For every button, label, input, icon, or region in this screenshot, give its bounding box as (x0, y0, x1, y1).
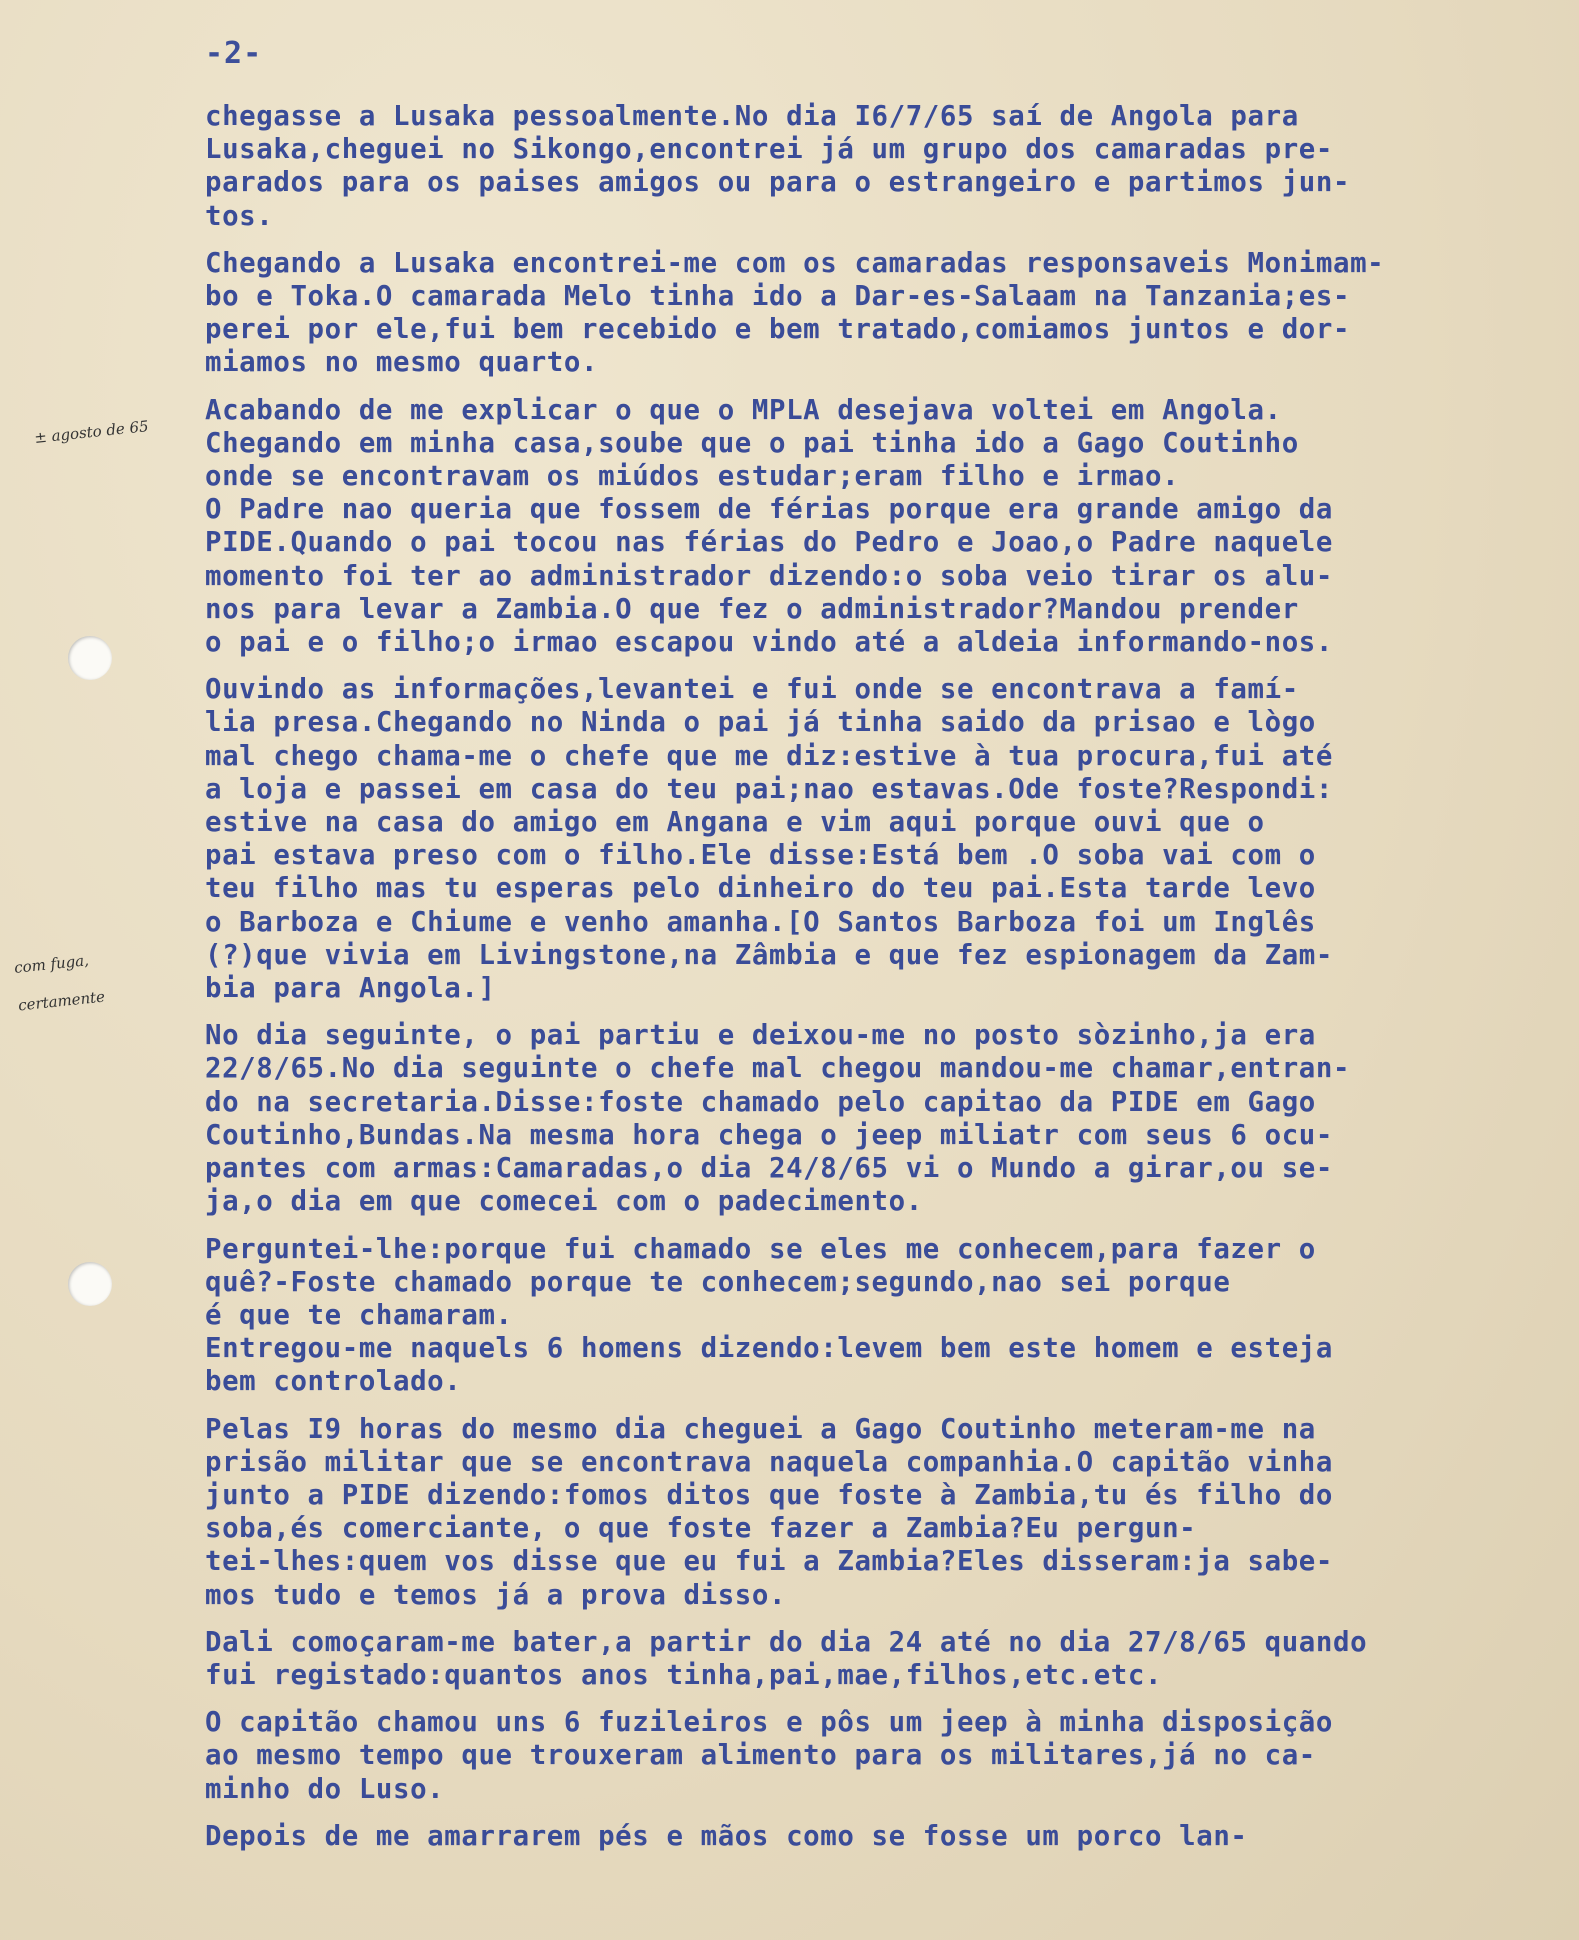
text-line: Coutinho,Bundas.Na mesma hora chega o jeep miliatr com seus 6 ocu- (205, 1119, 1333, 1151)
text-line: mal chego chama-me o chefe que me diz:estive à tua procura,fui até (205, 740, 1333, 772)
margin-note: ± agosto de 65 (33, 417, 150, 447)
text-line: Pelas I9 horas do mesmo dia cheguei a Gago Coutinho meteram-me na (205, 1413, 1316, 1445)
text-line: miamos no mesmo quarto. (205, 347, 599, 379)
text-line: pai estava preso com o filho.Ele disse:Está bem .O soba vai com o (205, 840, 1316, 872)
text-line: estive na casa do amigo em Angana e vim aqui porque ouvi que o (205, 807, 1265, 839)
text-line: é que te chamaram. (205, 1299, 513, 1331)
text-line: perei por ele,fui bem recebido e bem tratado,comiamos juntos e dor- (205, 314, 1351, 346)
text-line: prisão militar que se encontrava naquela companhia.O capitão vinha (205, 1446, 1333, 1478)
text-line: bia para Angola.] (205, 973, 496, 1005)
margin-note: certamente (17, 987, 106, 1015)
text-line: Chegando a Lusaka encontrei-me com os camaradas responsaveis Monimam- (205, 247, 1385, 279)
text-line: ja,o dia em que comecei com o padecimento. (205, 1186, 923, 1218)
paragraph (205, 1019, 1575, 1218)
text-line: lia presa.Chegando no Ninda o pai já tinha saido da prisao e lògo (205, 707, 1316, 739)
text-line: o Barboza e Chiume e venho amanha.[O Santos Barboza foi um Inglês (205, 906, 1316, 938)
paragraph (205, 673, 1575, 1005)
text-line: PIDE.Quando o pai tocou nas férias do Pedro e Joao,o Padre naquele (205, 527, 1333, 559)
text-line: tei-lhes:quem vos disse que eu fui a Zambia?Eles disseram:ja sabe- (205, 1546, 1333, 1578)
text-line: O Padre nao queria que fossem de férias porque era grande amigo da (205, 494, 1333, 526)
paragraph (205, 1820, 1575, 1853)
text-line: bem controlado. (205, 1366, 462, 1398)
text-line: momento foi ter ao administrador dizendo:o soba veio tirar os alu- (205, 560, 1333, 592)
text-line: fui registado:quantos anos tinha,pai,mae,filhos,etc.etc. (205, 1659, 1163, 1691)
text-line: ao mesmo tempo que trouxeram alimento para os militares,já no ca- (205, 1740, 1316, 1772)
text-line: junto a PIDE dizendo:fomos ditos que foste à Zambia,tu és filho do (205, 1479, 1333, 1511)
text-line: Depois de me amarrarem pés e mãos como se fosse um porco lan- (205, 1820, 1248, 1852)
text-line: Dali comoçaram-me bater,a partir do dia 24 até no dia 27/8/65 quando (205, 1626, 1368, 1658)
paragraph (205, 394, 1575, 660)
typed-text (205, 100, 1575, 1867)
text-line: o pai e o filho;o irmao escapou vindo até a aldeia informando-nos. (205, 627, 1333, 659)
punch-hole (68, 1262, 112, 1306)
text-line: soba,és comerciante, o que foste fazer a Zambia?Eu pergun- (205, 1513, 1197, 1545)
text-line: Ouvindo as informações,levantei e fui onde se encontrava a famí- (205, 674, 1299, 706)
text-line: pantes com armas:Camaradas,o dia 24/8/65 vi o Mundo a girar,ou se- (205, 1153, 1333, 1185)
text-line: Chegando em minha casa,soube que o pai tinha ido a Gago Coutinho (205, 427, 1299, 459)
text-line: a loja e passei em casa do teu pai;nao estavas.Ode foste?Respondi: (205, 773, 1333, 805)
paragraph (205, 100, 1575, 233)
paragraph (205, 1233, 1575, 1399)
text-line: O capitão chamou uns 6 fuzileiros e pôs um jeep à minha disposição (205, 1707, 1333, 1739)
paragraph (205, 1626, 1575, 1692)
text-line: teu filho mas tu esperas pelo dinheiro do teu pai.Esta tarde levo (205, 873, 1316, 905)
text-line: No dia seguinte, o pai partiu e deixou-me no posto sòzinho,ja era (205, 1020, 1316, 1052)
paragraph (205, 1413, 1575, 1612)
paragraph (205, 247, 1575, 380)
text-line: Perguntei-lhe:porque fui chamado se eles me conhecem,para fazer o (205, 1233, 1316, 1265)
paragraph (205, 1706, 1575, 1806)
text-line: Lusaka,cheguei no Sikongo,encontrei já um grupo dos camaradas pre- (205, 134, 1333, 166)
text-line: parados para os paises amigos ou para o estrangeiro e partimos jun- (205, 167, 1351, 199)
text-line: quê?-Foste chamado porque te conhecem;segundo,nao sei porque (205, 1266, 1231, 1298)
text-line: onde se encontravam os miúdos estudar;eram filho e irmao. (205, 461, 1180, 493)
text-line: Entregou-me naquels 6 homens dizendo:levem bem este homem e esteja (205, 1333, 1333, 1365)
text-line: do na secretaria.Disse:foste chamado pelo capitao da PIDE em Gago (205, 1086, 1316, 1118)
text-line: minho do Luso. (205, 1773, 445, 1805)
text-line: bo e Toka.O camarada Melo tinha ido a Dar-es-Salaam na Tanzania;es- (205, 281, 1351, 313)
text-line: mos tudo e temos já a prova disso. (205, 1579, 787, 1611)
margin-note: com fuga, (13, 951, 90, 977)
text-line: 22/8/65.No dia seguinte o chefe mal chegou mandou-me chamar,entran- (205, 1053, 1351, 1085)
text-line: nos para levar a Zambia.O que fez o administrador?Mandou prender (205, 593, 1299, 625)
text-line: chegasse a Lusaka pessoalmente.No dia I6/7/65 saí de Angola para (205, 101, 1299, 132)
text-line: (?)que vivia em Livingstone,na Zâmbia e que fez espionagem da Zam- (205, 939, 1333, 971)
page-number: -2- (205, 36, 263, 71)
text-line: Acabando de me explicar o que o MPLA desejava voltei em Angola. (205, 394, 1282, 426)
punch-hole (68, 636, 112, 680)
text-line: tos. (205, 200, 274, 232)
